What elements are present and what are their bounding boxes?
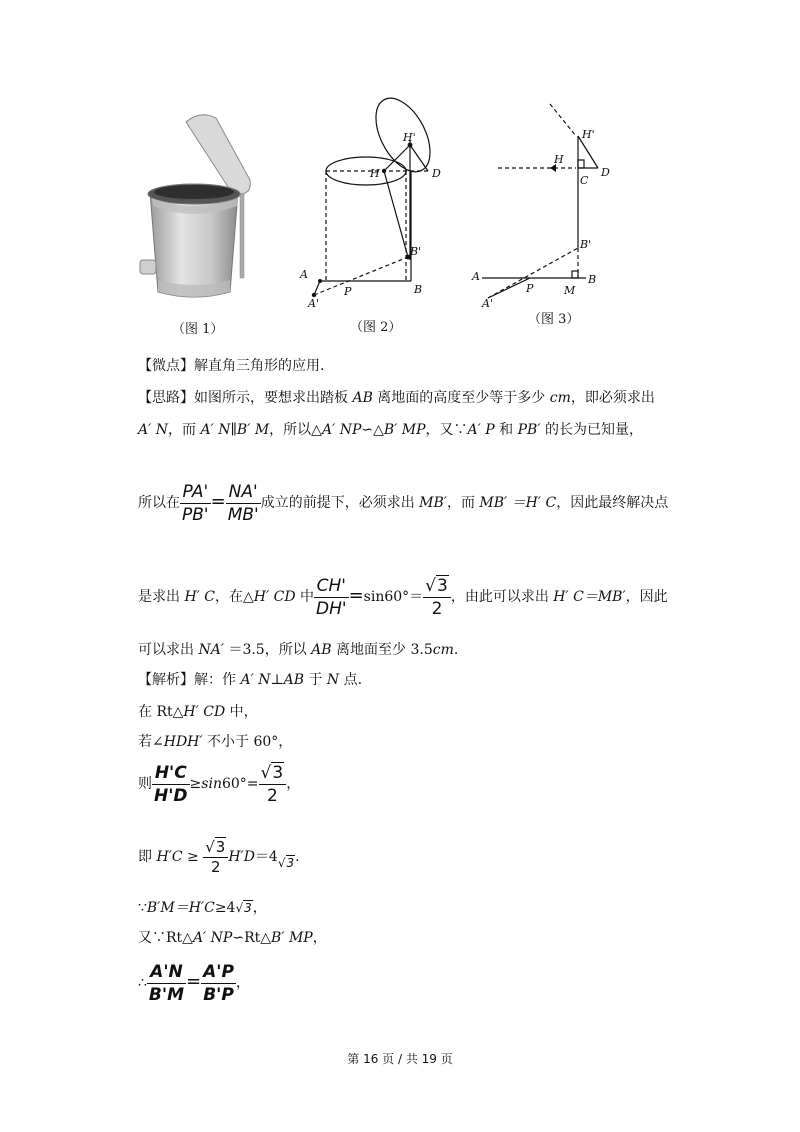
- text-run: 可以求出: [138, 642, 199, 658]
- math-run: cm: [549, 390, 571, 406]
- line-micro-point: [138, 356, 324, 376]
- denominator: B'M: [148, 984, 185, 1005]
- numerator: NA': [226, 481, 261, 504]
- text-run: 即: [138, 849, 157, 865]
- sqrt-3: √3: [277, 856, 295, 870]
- line-approach-4: [138, 564, 668, 629]
- fig3-label-A: A: [472, 270, 480, 283]
- math-run: sin: [201, 776, 222, 792]
- footer-text: 页 / 共: [378, 1052, 422, 1066]
- fraction-ap-bp: [201, 961, 236, 1006]
- radicand: 3: [244, 901, 252, 915]
- math-run: MB′: [419, 495, 447, 511]
- text-run: 成立的前提下，必须求出: [260, 495, 420, 511]
- line-approach-5: [138, 640, 458, 660]
- line-if-angle: [138, 732, 292, 752]
- micro-point-tag: 【微点】: [138, 358, 194, 374]
- numerator: √3: [423, 575, 451, 598]
- math-run: B′ MP: [271, 930, 313, 946]
- text-run: 若∠: [138, 734, 164, 750]
- fig3-label-H1: H': [582, 128, 595, 141]
- text-run: ，: [286, 776, 301, 792]
- fraction-ch-dh: [314, 575, 349, 620]
- line-analysis: [138, 670, 362, 690]
- fraction-sqrt3-2: [423, 575, 451, 620]
- figure-2-diagram: [298, 95, 458, 310]
- fig2-label-P: P: [344, 285, 352, 298]
- fraction-an-bm: [147, 961, 186, 1006]
- text-run: ≥4: [214, 900, 236, 916]
- fraction-pa-pb: [180, 481, 211, 526]
- fig2-label-B: B: [414, 283, 423, 296]
- footer-text: 页: [436, 1052, 453, 1066]
- text-run: ，: [235, 975, 250, 991]
- ge-sign: ≥: [189, 776, 202, 792]
- text-run: 离地面的高度至少等于多少: [372, 390, 550, 406]
- fig3-label-C: C: [580, 174, 589, 187]
- math-run: A′ N: [138, 422, 168, 438]
- math-run: H′ CD: [253, 589, 296, 605]
- fig3-label-A1: A': [482, 297, 493, 310]
- fig3-label-P: P: [526, 282, 534, 295]
- fig3-label-B: B: [588, 273, 597, 286]
- footer-text: 第: [347, 1052, 364, 1066]
- math-run: B′ MP: [383, 422, 426, 438]
- line-because: [138, 898, 267, 918]
- text-run: 如图所示，要想求出踏板: [194, 390, 353, 406]
- line-similar: [138, 928, 327, 948]
- fig2-label-A1: A': [308, 297, 319, 310]
- text-run: ＝3.5，所以: [224, 642, 312, 658]
- fraction-sqrt3-2: [203, 838, 228, 877]
- math-run: A′ N⊥AB: [240, 672, 305, 688]
- math-run: H′D: [228, 849, 255, 865]
- math-run: MB′ ＝H′ C: [479, 495, 557, 511]
- equals-sign: ＝: [409, 589, 424, 605]
- text-run: ，: [312, 930, 327, 946]
- text-run: 中: [295, 589, 315, 605]
- text-run: 又∵Rt△: [138, 930, 193, 946]
- fig2-label-H: H: [370, 167, 380, 180]
- math-run: A′ P: [467, 422, 495, 438]
- radicand: 3: [215, 837, 226, 856]
- math-run: HDH′: [163, 734, 203, 750]
- ge-sign: ≥: [182, 849, 204, 865]
- equals-sign: =: [246, 776, 259, 792]
- equals-sign: =: [210, 491, 226, 512]
- text-run: 点.: [339, 672, 363, 688]
- denominator: H'D: [154, 785, 188, 806]
- numerator: A'P: [203, 961, 234, 982]
- line-approach-1: [138, 388, 655, 408]
- math-run: B′M＝H′C: [146, 900, 215, 916]
- radicand: 3: [272, 762, 284, 783]
- approach-tag: 【思路】: [138, 390, 194, 406]
- text-run: ，: [252, 900, 267, 916]
- text-run: ，因此: [625, 589, 668, 605]
- current-page-number: 16: [363, 1052, 379, 1066]
- numerator: CH': [314, 575, 349, 598]
- text-run: ，由此可以求出: [450, 589, 554, 605]
- line-namely: [138, 828, 300, 892]
- figure-1-caption: （图 1）: [172, 322, 224, 337]
- figure-3-diagram: [470, 98, 610, 310]
- text-run: 解：作: [194, 672, 241, 688]
- math-run: H′ CD: [183, 704, 226, 720]
- denominator: 2: [431, 598, 443, 619]
- math-run: A′ NP: [321, 422, 362, 438]
- denominator: 2: [266, 785, 278, 806]
- text-run: 所以在: [138, 495, 180, 511]
- text-run: ∽△: [361, 422, 384, 438]
- fig2-label-H1: H': [403, 131, 416, 144]
- math-run: N: [326, 672, 340, 688]
- total-page-number: 19: [421, 1052, 437, 1066]
- text-run: 则: [138, 776, 152, 792]
- text-run: .: [453, 642, 459, 658]
- text-run: ，所以△: [269, 422, 322, 438]
- text-run: 60°: [221, 776, 247, 792]
- text-run: ＝4: [254, 849, 278, 865]
- numerator: √3: [203, 838, 228, 858]
- micro-point-body: 解直角三角形的应用.: [194, 358, 325, 374]
- sin-60: sin60°: [363, 589, 410, 605]
- fig2-label-D: D: [432, 167, 441, 180]
- numerator: √3: [259, 762, 287, 785]
- line-approach-3: [138, 472, 668, 533]
- radicand: 3: [437, 575, 448, 596]
- text-run: ∽Rt△: [232, 930, 272, 946]
- figure-3-caption: （图 3）: [528, 312, 580, 327]
- text-run: 离地面至少 3.5: [331, 642, 433, 658]
- fig3-label-M: M: [564, 284, 576, 297]
- figure-2-caption: （图 2）: [350, 320, 402, 335]
- denominator: PB': [182, 504, 209, 525]
- radicand: 3: [286, 856, 295, 870]
- equals-sign: =: [348, 585, 364, 606]
- denominator: MB': [227, 504, 259, 525]
- text-run: 的长为已知量，: [540, 422, 643, 438]
- denominator: DH': [316, 598, 347, 619]
- fig3-label-D: D: [601, 166, 610, 179]
- text-run: ，而: [446, 495, 480, 511]
- math-run: H′C: [156, 849, 183, 865]
- math-run: H′ C: [184, 589, 216, 605]
- numerator: A'N: [147, 961, 186, 984]
- fraction-hc-hd: [152, 762, 190, 807]
- math-run: AB: [311, 642, 332, 658]
- text-run: ，而: [168, 422, 201, 438]
- numerator: H'C: [152, 762, 190, 785]
- text-run: ，又∵: [425, 422, 468, 438]
- text-run: 中，: [225, 704, 258, 720]
- text-run: 和: [494, 422, 518, 438]
- math-run: PB′: [517, 422, 541, 438]
- fraction-sqrt3-2: [259, 762, 287, 807]
- page-footer: [0, 1050, 800, 1067]
- equals-sign: =: [186, 971, 202, 992]
- text-run: ∴: [138, 975, 147, 991]
- math-run: NA′: [198, 642, 224, 658]
- fig2-label-B1: B': [410, 245, 422, 258]
- math-run: cm: [432, 642, 454, 658]
- fig3-label-H: H: [554, 153, 564, 166]
- figure-1-trash-can: [138, 110, 268, 310]
- fraction-na-mb: [226, 481, 261, 526]
- math-run: A′ NP: [192, 930, 233, 946]
- math-run: AB: [352, 390, 373, 406]
- math-run: A′ N∥B′ M: [200, 422, 270, 438]
- denominator: B'P: [203, 984, 234, 1005]
- line-approach-2: [138, 420, 643, 440]
- fig2-label-A: A: [300, 268, 308, 281]
- line-then-ratio: [138, 756, 300, 812]
- text-run: ，即必须求出: [570, 390, 655, 406]
- analysis-tag: 【解析】: [138, 672, 194, 688]
- fig3-label-B1: B': [580, 238, 592, 251]
- denominator: 2: [210, 857, 221, 876]
- text-run: 不小于 60°，: [202, 734, 293, 750]
- text-run: .: [295, 849, 300, 865]
- text-run: 于: [304, 672, 327, 688]
- text-run: ，因此最终解决点: [556, 495, 669, 511]
- text-run: 在 Rt△: [138, 704, 184, 720]
- text-run: 是求出: [138, 589, 185, 605]
- numerator: PA': [180, 481, 211, 504]
- line-therefore: [138, 954, 250, 1011]
- math-run: H′ C＝MB′: [553, 589, 626, 605]
- sqrt-3: √3: [235, 901, 252, 915]
- text-run: ∵: [138, 900, 147, 916]
- line-in-rt: [138, 702, 258, 722]
- text-run: ，在△: [215, 589, 254, 605]
